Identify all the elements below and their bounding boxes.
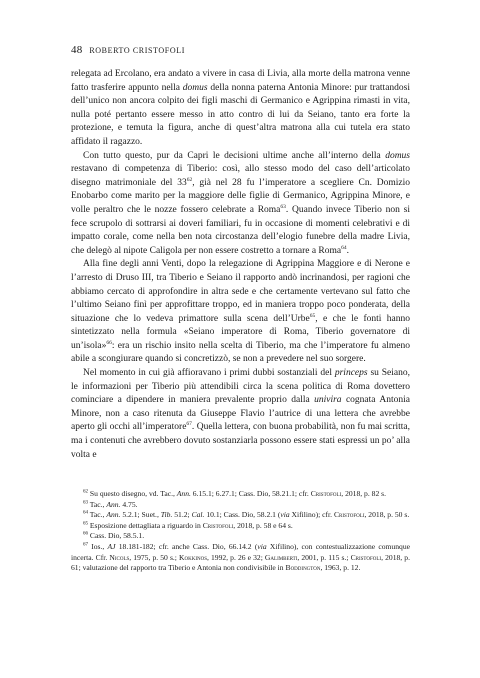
footnote-ref-63[interactable]: 63 xyxy=(280,203,286,210)
page-number: 48 xyxy=(71,44,83,56)
paragraph-3: Alla fine degli anni Venti, dopo la relegazione di Agrippina Maggiore e di Nerone e l’arresto di Druso III, tra Tiberio e Seiano il rapporto andò incrinandosi, per ragioni che abbiamo cercato di approfondire in altra sede e che certamente vertevano sul fatto che l’ultimo Seiano finì per approfittare troppo, ed in maniera troppo poco ponderata, della situazione che lo vedeva primattore sulla scena dell’Urbe$^{65}$, e che le fonti hanno sintetizzato nella formula «Seiano imperatore di Roma, Tiberio governatore di un’isola»$^{66}$: era un rischio insito nella scelta di Tiberio, ma che l’imperatore fu almeno abile a scongiurare quando si concretizzò, se non a prevedere nel suo sorgere. xyxy=(71,259,410,365)
footnote-66: $^{66}$ Cass. Dio, 58.5.1. xyxy=(83,531,145,541)
footnote-ref-67[interactable]: 67 xyxy=(186,421,192,428)
footnote-ref-64[interactable]: 64 xyxy=(341,244,347,251)
running-head-author: ROBERTO CRISTOFOLI xyxy=(89,46,185,55)
paragraph-2: Con tutto questo, pur da Capri le decisioni ultime anche all’interno della domus restavano di competenza di Tiberio: così, allo stesso modo del caso dell’articolato disegno matrimoniale del $33^{62}$, già nel 28 fu l’imperatore a scegliere Cn. Domizio Enobarbo come marito per la maggiore delle figlie di Germanico, Agrippina Minore, e volle peraltro che le nozze fossero celebrate a Roma$^{63}$. Quando invece Tiberio non si fece scrupolo di sottrarsi ai doveri familiari, fu in occasione di momenti celebrativi e di impatto corale, come nella ben nota circostanza dell’elogio funebre della madre Livia, che delegò al nipote Caligola per non essere costretto a tornare a Roma$^{64}$. xyxy=(71,150,410,256)
main-text xyxy=(71,68,410,462)
paragraph-4: Nel momento in cui già affioravano i primi dubbi sostanziali del princeps su Seiano, le informazioni per Tiberio più attendibili circa la scena politica di Roma dovettero cominciare a dipendere in maniera prevalente proprio dalla univira cognata Antonia Minore, non a caso ritenuta da Giuseppe Flavio l’autrice di una lettera che avrebbe aperto gli occhi all’imperatore$^{67}$. Quella lettera, con buona probabilità, non fu mai scritta, ma i contenuti che avrebbero dovuto sostanziarla possono essere stati espressi un po’ alla volta e xyxy=(71,368,410,460)
paragraph-1: relegata ad Ercolano, era andato a vivere in casa di Livia, alla morte della matrona venne fatto trasferire appunto nella domus della nonna paterna Antonia Minore: pur trattandosi dell’unico non ancora colpito dei figli maschi di Germanico e Agrippina rimasti in vita, nulla poté pertanto essere messo in atto contro di lui da Seiano, tanto era forte la protezione, e temuta la figura, anche di quest’altra matrona alla cui tutela era stato affidato il ragazzo. xyxy=(71,69,410,147)
footnotes xyxy=(71,489,410,574)
footnote-64: $^{64}$ Tac., Ann. 5.2.1; Suet., Tib. 51.2; Cal. 10.1; Cass. Dio, 58.2.1 (via Xifilino); cfr. Cristofoli, 2018, p. 50 s. xyxy=(83,510,410,520)
footnote-63: $^{63}$ Tac., Ann. 4.75. xyxy=(83,499,138,509)
footnote-62: $^{62}$ Su questo disegno, vd. Tac., Ann. 6.15.1; 6.27.1; Cass. Dio, 58.21.1; cfr. Cristofoli, 2018, p. 82 s. xyxy=(83,489,386,498)
footnote-ref-65[interactable]: 65 xyxy=(309,312,316,319)
footnote-65: $^{65}$ Esposizione dettagliata a riguardo in Cristofoli, 2018, p. 58 e 64 s. xyxy=(83,520,293,530)
footnote-67: $^{67}$ Ios., AJ 18.181-182; cfr. anche Cass. Dio, 66.14.2 (via Xifilino), con contestualizzazione comunque incerta. Cfr. Nicols, 1975, p. 50 s.; Kokkinos, 1992, p. 26 e 32; Galimberti, 2001, p. 115 s.; Cristofoli, 2018, p. 61; valutazione del rapporto tra Tiberio e Antonia non condivisibile in Boddington, 1963, p. 12. xyxy=(71,541,410,573)
footnote-ref-66[interactable]: 66 xyxy=(106,339,112,346)
running-head xyxy=(71,44,185,56)
footnote-ref-62[interactable]: 62 xyxy=(186,176,193,183)
